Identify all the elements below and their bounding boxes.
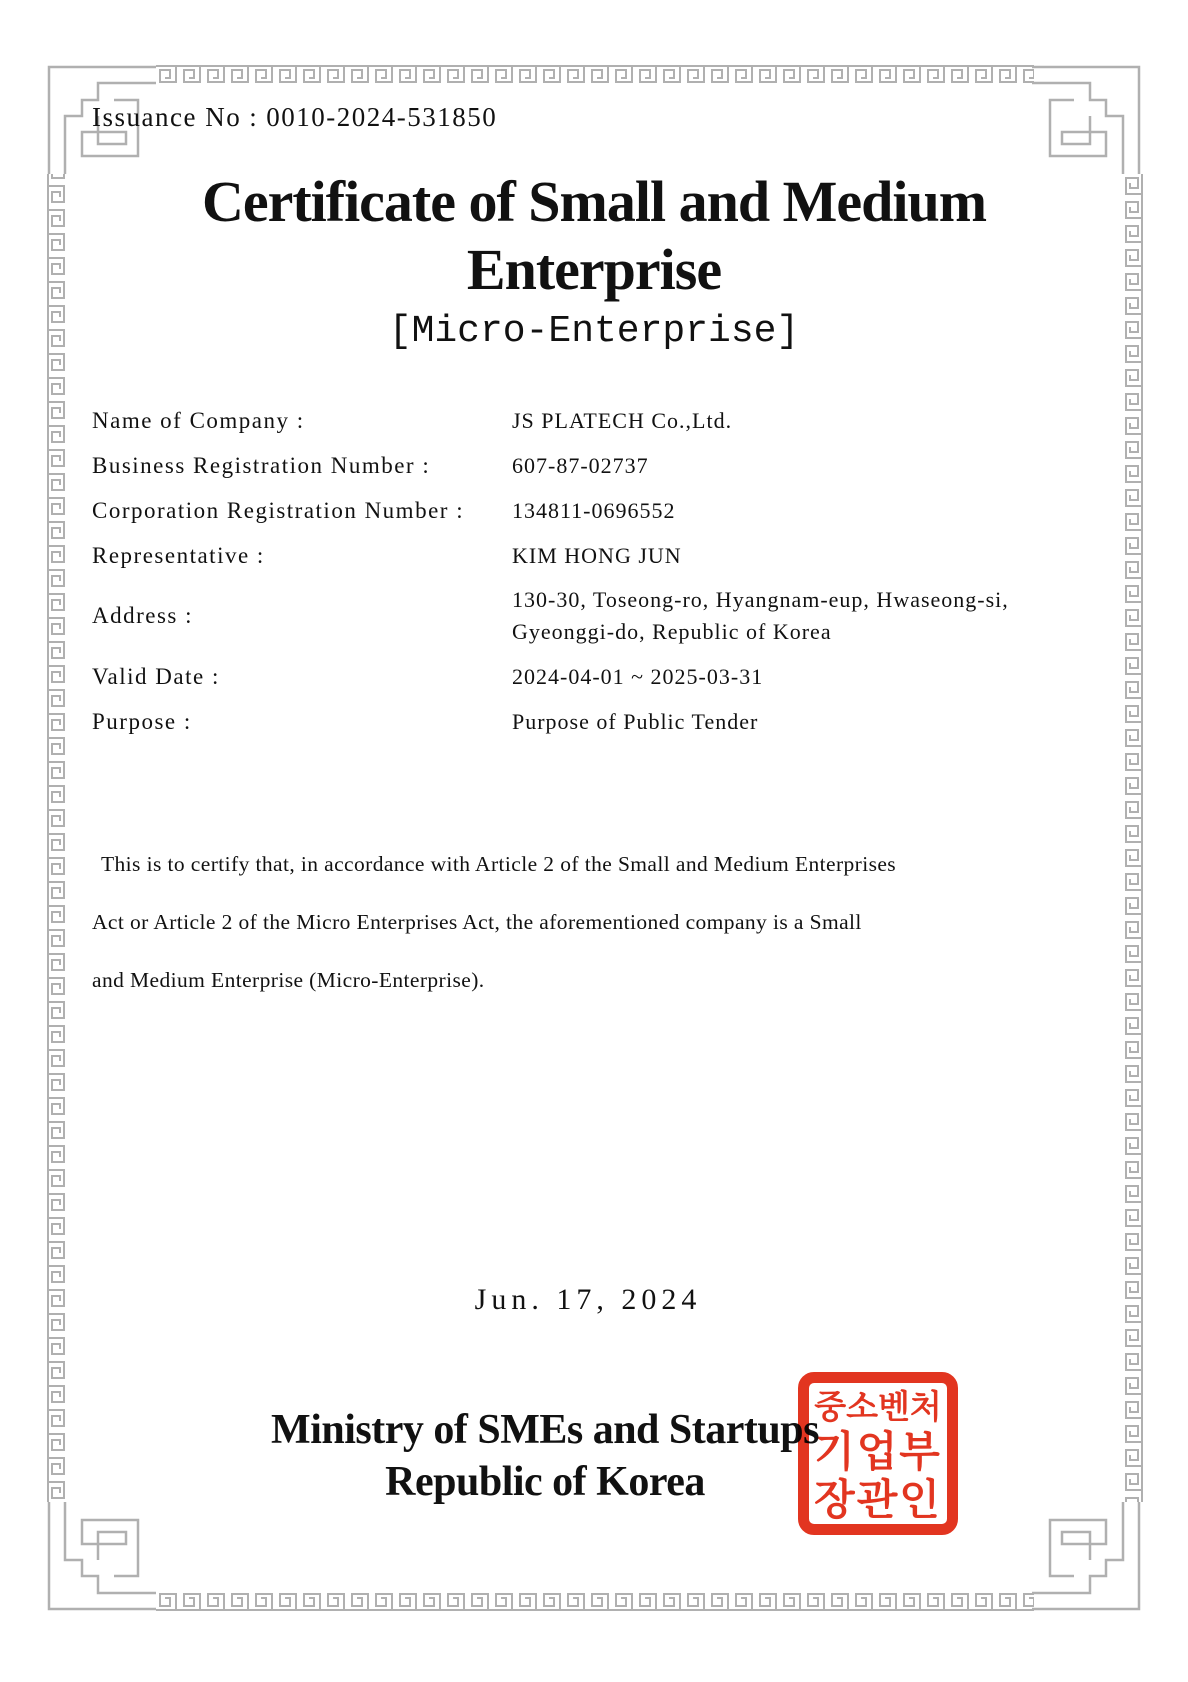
field-value [512, 584, 1009, 648]
certificate-title [0, 168, 1188, 304]
field-row-address [92, 578, 1132, 654]
border-strip-top [156, 64, 1034, 86]
field-value: 607-87-02737 [512, 452, 649, 478]
field-label: Corporation Registration Number : [92, 497, 465, 523]
country-name: Republic of Korea [385, 1459, 705, 1505]
certificate-title-line2: Enterprise [466, 237, 722, 302]
field-label: Business Registration Number : [92, 452, 431, 478]
field-label: Representative : [92, 542, 265, 568]
seal-text-row: 장관인 [814, 1475, 942, 1524]
border-corner-bottom-right [1032, 1502, 1142, 1612]
seal-text-row: 기업부 [814, 1427, 942, 1476]
field-label: Name of Company : [92, 407, 305, 433]
field-row-representative [92, 533, 1132, 578]
ministry-seal [798, 1372, 958, 1535]
field-row-corporation-registration-number [92, 488, 1132, 533]
field-value: KIM HONG JUN [512, 542, 682, 568]
certification-statement [92, 852, 1112, 1026]
field-value: JS PLATECH Co.,Ltd. [512, 407, 733, 433]
border-strip-bottom [156, 1590, 1034, 1612]
field-label: Valid Date : [92, 663, 220, 689]
issue-date: Jun. 17, 2024 [474, 1283, 702, 1316]
certificate-subtitle: [Micro-Enterprise] [388, 310, 800, 353]
border-corner-top-right [1032, 64, 1142, 174]
field-value: 134811-0696552 [512, 497, 676, 523]
seal-text-row: 중소벤처 [814, 1387, 942, 1426]
issuance-line [92, 102, 505, 133]
statement-line: This is to certify that, in accordance with Article 2 of the Small and Medium Enterprises [101, 852, 897, 876]
ministry-name: Ministry of SMEs and Startups [271, 1407, 819, 1453]
issuance-value: 0010-2024-531850 [266, 102, 498, 132]
field-value: 2024-04-01 ~ 2025-03-31 [512, 663, 764, 689]
issuance-separator: : [249, 102, 259, 132]
issuance-label: Issuance No [92, 102, 242, 132]
certificate-title-line1: Certificate of Small and Medium [201, 169, 987, 234]
field-value: Purpose of Public Tender [512, 708, 759, 734]
address-line2: Gyeonggi-do, Republic of Korea [512, 619, 832, 644]
field-row-business-registration-number [92, 443, 1132, 488]
statement-line: and Medium Enterprise (Micro-Enterprise). [92, 968, 485, 992]
field-label: Purpose : [92, 708, 192, 734]
address-line1: 130-30, Toseong-ro, Hyangnam-eup, Hwaseong-si, [512, 587, 1009, 612]
field-label: Address : [92, 603, 194, 628]
statement-line: Act or Article 2 of the Micro Enterprises Act, the aforementioned company is a Small [92, 910, 862, 934]
field-list [92, 398, 1132, 744]
field-row-purpose [92, 699, 1132, 744]
field-row-company-name [92, 398, 1132, 443]
field-row-valid-date [92, 654, 1132, 699]
border-corner-bottom-left [46, 1502, 156, 1612]
